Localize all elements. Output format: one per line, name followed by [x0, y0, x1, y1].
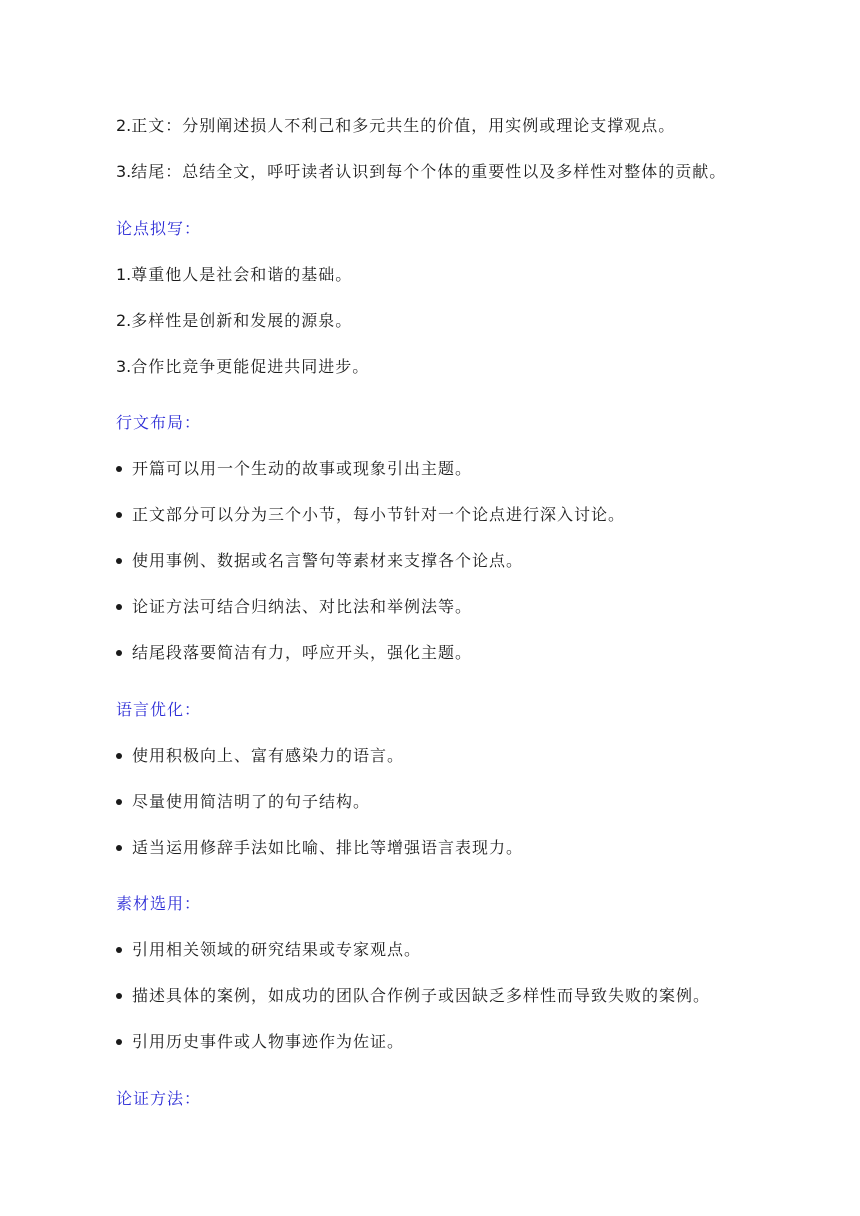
list-item	[116, 459, 472, 479]
list-item	[116, 792, 370, 812]
outline-item-text: 结尾：总结全文，呼吁读者认识到每个个体的重要性以及多样性对整体的贡献。	[131, 162, 727, 181]
outline-item	[116, 116, 675, 136]
outline-item-text: 正文：分别阐述损人不利己和多元共生的价值，用实例或理论支撑观点。	[131, 116, 676, 135]
list-item	[116, 597, 472, 617]
section-heading-methods: 论证方法：	[116, 1089, 202, 1108]
argument-item-number: 3.	[116, 357, 132, 376]
section-heading-language: 语言优化：	[116, 700, 202, 719]
bullet-icon	[116, 1039, 122, 1045]
list-item-text: 描述具体的案例，如成功的团队合作例子或因缺乏多样性而导致失败的案例。	[132, 986, 711, 1005]
list-item-text: 使用积极向上、富有感染力的语言。	[132, 746, 405, 765]
bullet-icon	[116, 512, 122, 518]
section-heading-materials: 素材选用：	[116, 894, 202, 913]
argument-item-number: 2.	[116, 311, 132, 330]
list-item-text: 引用历史事件或人物事迹作为佐证。	[132, 1032, 405, 1051]
list-item-text: 尽量使用简洁明了的句子结构。	[132, 792, 371, 811]
bullet-icon	[116, 650, 122, 656]
argument-item-text: 多样性是创新和发展的源泉。	[131, 311, 353, 330]
argument-item-text: 合作比竞争更能促进共同进步。	[131, 357, 370, 376]
outline-item-number: 3.	[116, 162, 132, 181]
argument-item	[116, 311, 352, 331]
argument-item-number: 1.	[116, 265, 132, 284]
list-item	[116, 643, 472, 663]
argument-item	[116, 357, 369, 377]
bullet-icon	[116, 604, 122, 610]
section-heading-arguments: 论点拟写：	[116, 219, 202, 238]
list-item	[116, 838, 523, 858]
bullet-icon	[116, 466, 122, 472]
list-item-text: 适当运用修辞手法如比喻、排比等增强语言表现力。	[132, 838, 524, 857]
argument-item	[116, 265, 352, 285]
bullet-icon	[116, 993, 122, 999]
list-item-text: 论证方法可结合归纳法、对比法和举例法等。	[132, 597, 473, 616]
bullet-icon	[116, 947, 122, 953]
list-item	[116, 986, 710, 1006]
list-item-text: 引用相关领域的研究结果或专家观点。	[132, 940, 422, 959]
list-item	[116, 1032, 404, 1052]
argument-item-text: 尊重他人是社会和谐的基础。	[131, 265, 353, 284]
list-item-text: 使用事例、数据或名言警句等素材来支撑各个论点。	[132, 551, 524, 570]
bullet-icon	[116, 753, 122, 759]
list-item-text: 开篇可以用一个生动的故事或现象引出主题。	[132, 459, 473, 478]
list-item	[116, 551, 523, 571]
bullet-icon	[116, 845, 122, 851]
outline-item-number: 2.	[116, 116, 132, 135]
outline-item	[116, 162, 726, 182]
list-item	[116, 505, 625, 525]
list-item-text: 正文部分可以分为三个小节，每小节针对一个论点进行深入讨论。	[132, 505, 626, 524]
bullet-icon	[116, 558, 122, 564]
bullet-icon	[116, 799, 122, 805]
list-item	[116, 940, 421, 960]
list-item-text: 结尾段落要简洁有力，呼应开头，强化主题。	[132, 643, 473, 662]
list-item	[116, 746, 404, 766]
section-heading-layout: 行文布局：	[116, 413, 202, 432]
